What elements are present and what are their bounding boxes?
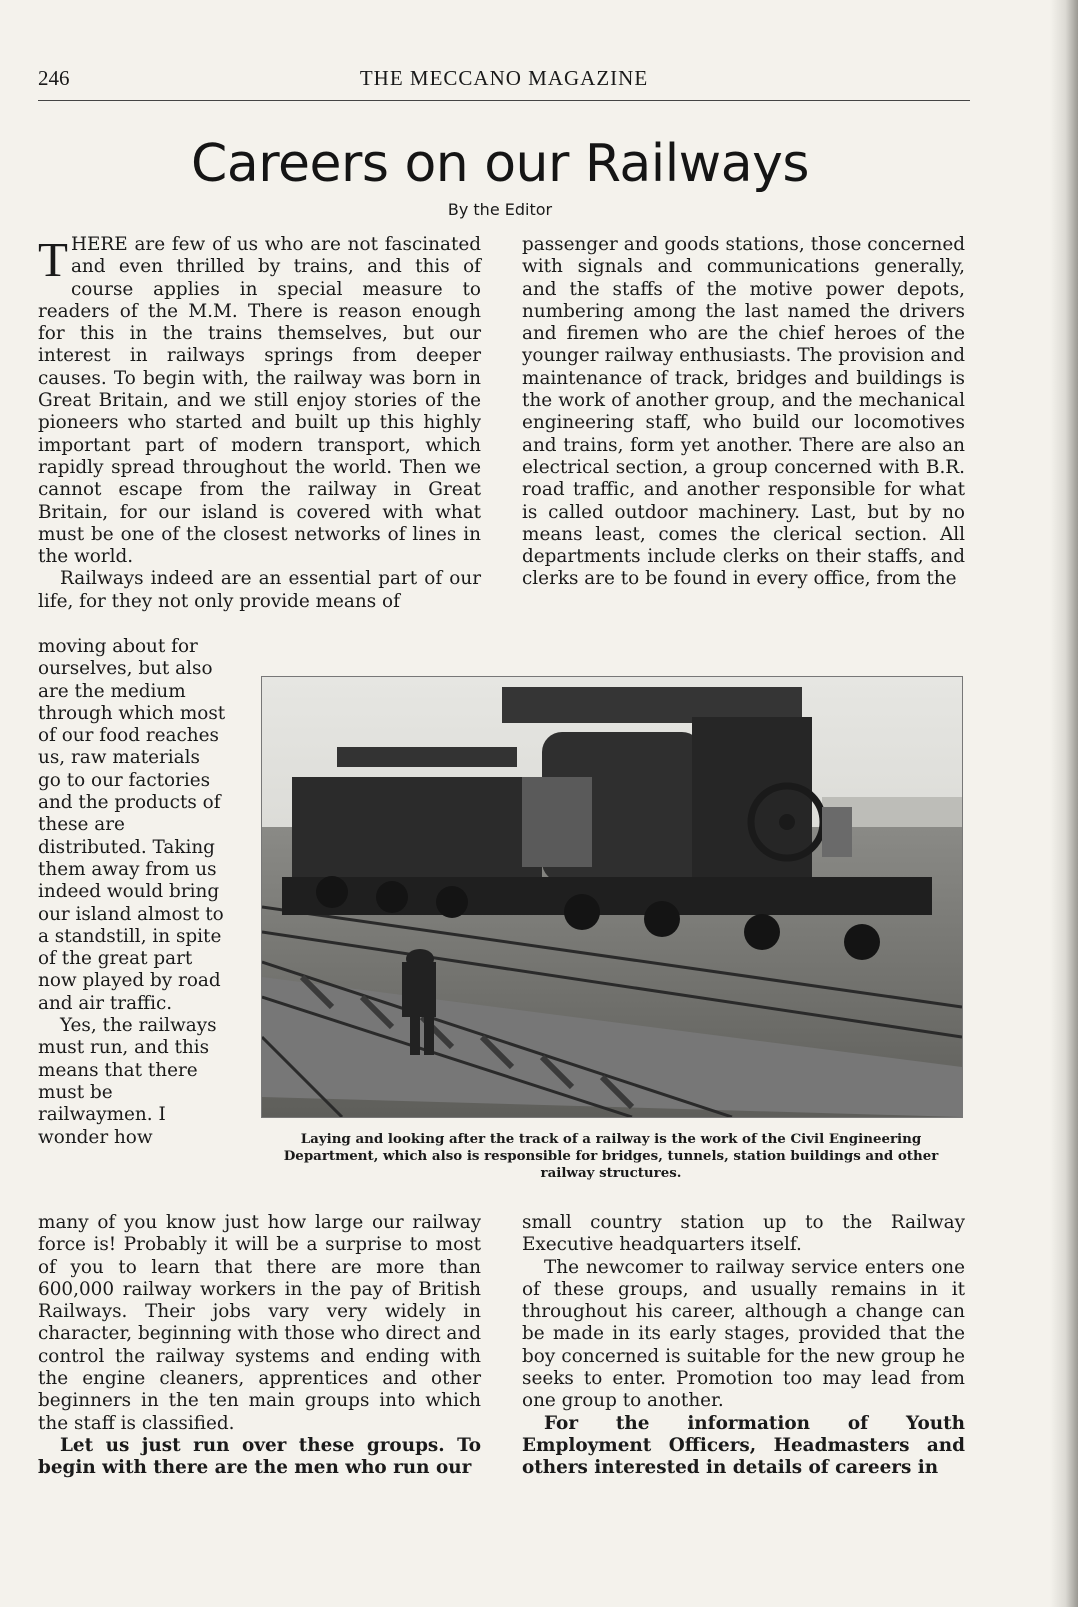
paragraph: small country station up to the Railway Executive headquarters itself. <box>522 1212 965 1256</box>
column-narrow <box>38 636 226 1149</box>
column-right-top <box>522 234 965 591</box>
paragraph-intro-text: HERE are few of us who are not fascinated and even thrilled by trains, and this of course applies in special measure to readers of the M.M. There is reason enough for this in the trains themselves, but our interest in railways springs from deeper causes. To begin with, the railway was born in Great Britain, and we still enjoy stories of the pioneers who started and built up this highly important part of modern transport, which rapidly spread throughout the world. Then we cannot escape from the railway in Great Britain, for our island is covered with what must be one of the closest networks of lines in the world. <box>38 234 481 568</box>
running-head <box>38 66 970 101</box>
byline: By the Editor <box>447 200 553 219</box>
column-left-bottom <box>38 1212 481 1480</box>
article-title: Careers on our Railways <box>191 134 809 194</box>
paragraph: passenger and goods stations, those concerned with signals and communications generally, and the staffs of the motive power depots, numbering among the last named the drivers and firemen who are the chief heroes of the younger railway enthusiasts. The provision and maintenance of track, bridges and buildings is the work of another group, and the mechanical engineering staff, who build our locomotives and trains, form yet another. There are also an electrical section, a group concerned with B.R. road traffic, and another responsible for what is called outdoor machinery. Last, but by no means least, comes the clerical section. All departments include clerks on their staffs, and clerks are to be found in every office, from the <box>522 234 965 590</box>
railway-photo-illustration <box>262 677 962 1117</box>
paragraph-intro <box>38 234 481 568</box>
paragraph: Railways indeed are an essential part of our life, for they not only provide means of <box>38 568 481 612</box>
drop-cap: T <box>38 232 68 287</box>
page-edge-shadow <box>1050 0 1078 1607</box>
paragraph: moving about for ourselves, but also are the medium through which most of our food reaches us, raw materials go to our factories and the products of these are distributed. Taking them away from us indeed would bring our island almost to a standstill, in spite of the great part now played by road and air traffic. <box>38 636 226 1014</box>
photo-caption: Laying and looking after the track of a railway is the work of the Civil Engineering Department, which also is responsible for bridges, tunnels, station buildings and other railway structures. <box>283 1131 939 1181</box>
column-right-bottom <box>522 1212 965 1480</box>
paragraph-bold: For the information of Youth Employment Officers, Headmasters and others interested in details of careers in <box>522 1412 965 1479</box>
paragraph: Yes, the railways must run, and this means that there must be railwaymen. I wonder how <box>38 1015 217 1148</box>
magazine-title: THE MECCANO MAGAZINE <box>359 66 649 90</box>
paragraph: many of you know just how large our railway force is! Probably it will be a surprise to most of you to learn that there are more than 600,000 railway workers in the pay of British Railways. Their jobs vary very widely in character, beginning with those who direct and control the railway systems and ending with the engine cleaners, apprentices and other beginners in the ten main groups into which the staff is classified. <box>38 1212 481 1434</box>
column-left-top <box>38 234 481 613</box>
page-number: 246 <box>38 66 70 90</box>
paragraph-bold: Let us just run over these groups. To begin with there are the men who run our <box>38 1434 481 1479</box>
railway-photo <box>261 676 963 1118</box>
paragraph: The newcomer to railway service enters one of these groups, and usually remains in it throughout his career, although a change can be made in its early stages, provided that the boy concerned is suitable for the new group he seeks to enter. Promotion too may lead from one group to another. <box>522 1256 965 1412</box>
